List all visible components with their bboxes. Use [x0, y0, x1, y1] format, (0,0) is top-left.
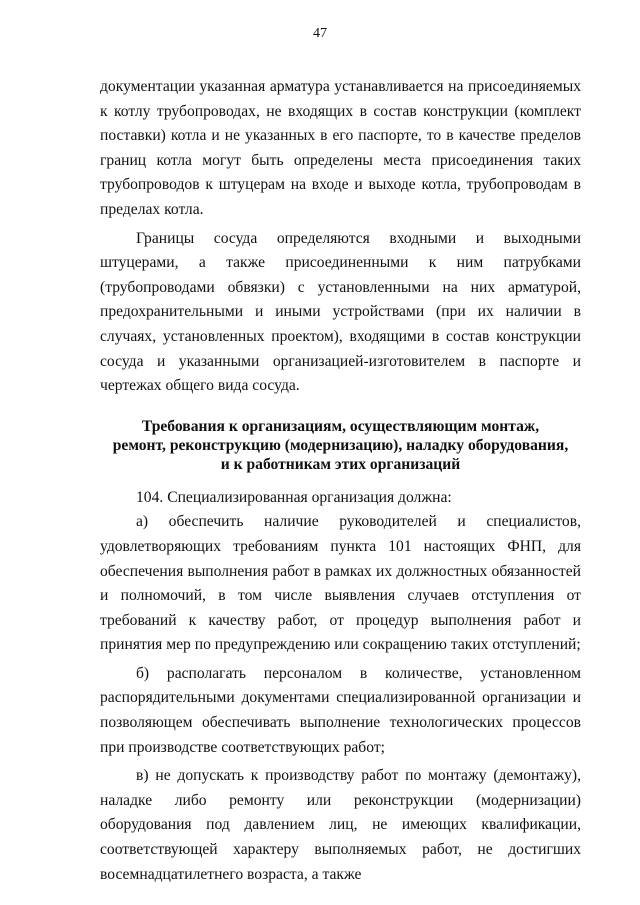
- section-heading-line-3: и к работникам этих организаций: [220, 455, 461, 473]
- section-heading: [100, 417, 581, 474]
- paragraph-boiler-limits: документации указанная арматура устанавливается на присоединяемых к котлу трубопроводах, не входящих в состав конструкции (комплект поставки) котла и не указанных в его паспорте, то в качестве пределов границ котла могут быть определены места присоединения таких трубопроводов к штуцерам на входе и выходе котла, трубопроводам в пределах котла.: [100, 78, 581, 218]
- paragraph-item-v: в) не допускать к производству работ по монтажу (демонтажу), наладке либо ремонту или реконструкции (модернизации) оборудования под давлением лиц, не имеющих квалификации, соответствующей характеру выполняемых работ, не достигших восемнадцатилетнего возраста, а также: [100, 767, 581, 883]
- document-body: [100, 75, 581, 887]
- paragraph-item-b: б) располагать персоналом в количестве, установленном распорядительными документами специализированной организации и позволяющем обеспечивать выполнение технологических процессов при производстве соответствующих работ;: [100, 664, 581, 756]
- section-heading-line-2: ремонт, реконструкцию (модернизацию), наладку оборудования,: [112, 436, 569, 454]
- paragraph-item-a: а) обеспечить наличие руководителей и специалистов, удовлетворяющих требованиям пункта 101 настоящих ФНП, для обеспечения выполнения работ в рамках их должностных обязанностей и полномочий, в том числе выявления случаев отступления от требований к качеству работ, от процедур выполнения работ и принятия мер по предупреждению или сокращению таких отступлений;: [100, 513, 581, 654]
- section-heading-line-1: Требования к организациям, осуществляющим монтаж,: [141, 417, 540, 435]
- paragraph-vessel-limits: Границы сосуда определяются входными и выходными штуцерами, а также присоединенными к ним патрубками (трубопроводами обвязки) с установленными на них арматурой, предохранительными и иными устройствами (при их наличии в случаях, установленных проектом), входящими в состав конструкции сосуда и указанными организацией-изготовителем в паспорте и чертежах общего вида сосуда.: [100, 229, 581, 395]
- paragraph-item-104: 104. Специализированная организация должна:: [136, 488, 452, 506]
- page-number: 47: [313, 26, 327, 41]
